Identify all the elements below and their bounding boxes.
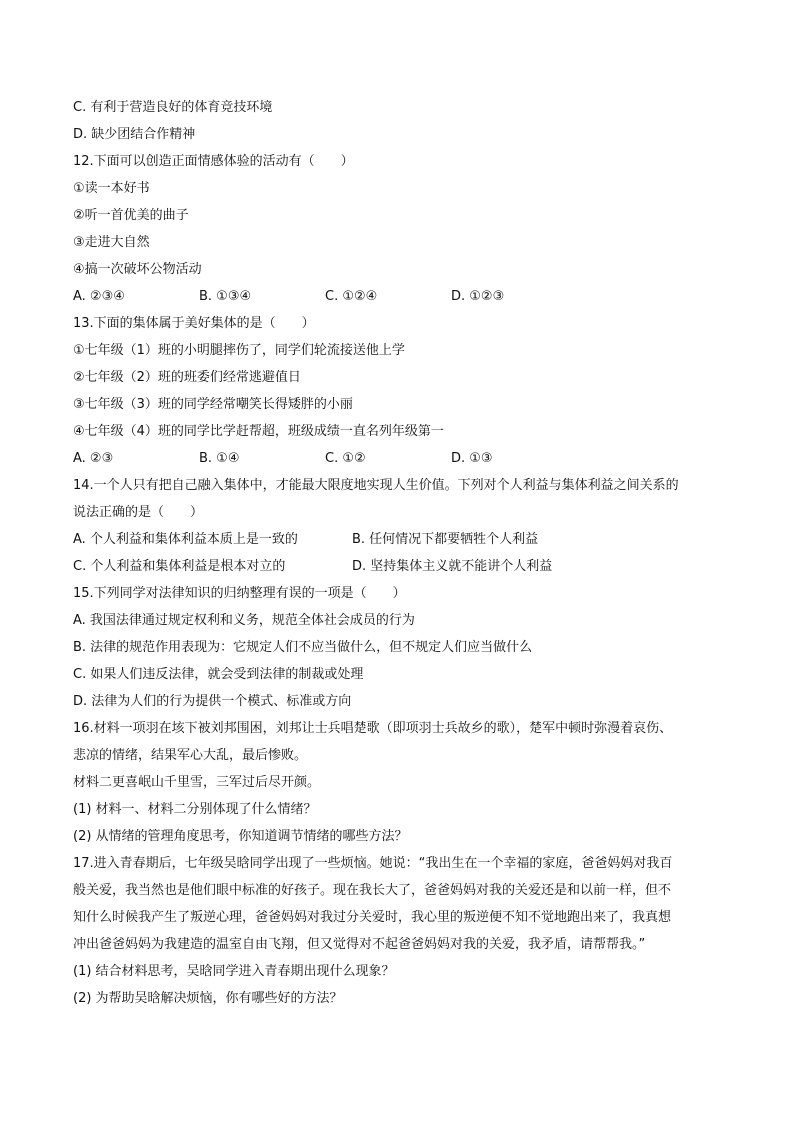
q15-stem: 15.下列同学对法律知识的归纳整理有误的一项是（ ） [73, 586, 406, 601]
q13-item-3: ③七年级（3）班的同学经常嘲笑长得矮胖的小丽 [73, 397, 353, 412]
q15-option-d: D. 法律为人们的行为提供一个模式、标准或方向 [73, 694, 352, 709]
q15-option-b: B. 法律的规范作用表现为：它规定人们不应当做什么，但不规定人们应当做什么 [73, 640, 533, 655]
q13-stem: 13.下面的集体属于美好集体的是（ ） [73, 316, 315, 331]
q14-option-d: D. 坚持集体主义就不能讲个人利益 [352, 559, 553, 574]
q13-item-2: ②七年级（2）班的班委们经常逃避值日 [73, 370, 301, 385]
q12-item-4: ④搞一次破坏公物活动 [73, 262, 202, 277]
q12-item-3: ③走进大自然 [73, 235, 150, 250]
q14-options-row-2 [73, 553, 733, 580]
q17-material-line-3: 知什么时候我产生了叛逆心理，爸爸妈妈对我过分关爱时，我心里的叛逆便不知不觉地跑出来了，我真想 [73, 910, 672, 925]
q17-subquestion-2: (2) 为帮助吴晗解决烦恼，你有哪些好的方法？ [73, 991, 343, 1006]
q16-subquestion-1: (1) 材料一、材料二分别体现了什么情绪？ [73, 802, 317, 817]
q13-option-a: A. ②③ [73, 451, 114, 466]
q13-option-c: C. ①② [325, 451, 366, 466]
q13-option-b: B. ①④ [199, 451, 240, 466]
q12-option-a: A. ②③④ [73, 289, 125, 304]
q14-stem-line-1: 14.一个人只有把自己融入集体中，才能最大限度地实现人生价值。下列对个人利益与集体利益之间关系的 [73, 478, 679, 493]
q16-material-2: 材料二更喜岷山千里雪，三军过后尽开颜。 [73, 775, 321, 790]
q16-material-1-line-2: 悲凉的情绪，结果军心大乱，最后惨败。 [73, 748, 308, 763]
q14-stem-line-2: 说法正确的是（ ） [73, 505, 204, 520]
q11-option-d: D. 缺少团结合作精神 [73, 127, 196, 142]
q15-option-c: C. 如果人们违反法律，就会受到法律的制裁或处理 [73, 667, 364, 682]
q14-options-row-1 [73, 526, 733, 553]
q12-option-b: B. ①③④ [199, 289, 252, 304]
q12-item-2: ②听一首优美的曲子 [73, 208, 189, 223]
q12-option-c: C. ①②④ [325, 289, 378, 304]
q13-item-4: ④七年级（4）班的同学比学赶帮超，班级成绩一直名列年级第一 [73, 424, 444, 439]
q16-subquestion-2: (2) 从情绪的管理角度思考，你知道调节情绪的哪些方法？ [73, 829, 408, 844]
q14-option-c: C. 个人利益和集体利益是根本对立的 [73, 559, 286, 574]
q12-item-1: ①读一本好书 [73, 181, 150, 196]
q14-option-b: B. 任何情况下都要牺牲个人利益 [352, 532, 539, 547]
q17-material-line-2: 般关爱，我当然也是他们眼中标准的好孩子。现在我长大了，爸爸妈妈对我的关爱还是和以前一样，但不 [73, 883, 672, 898]
page-content [73, 94, 733, 1012]
q12-stem: 12.下面可以创造正面情感体验的活动有（ ） [73, 154, 354, 169]
q13-item-1: ①七年级（1）班的小明腿摔伤了，同学们轮流接送他上学 [73, 343, 405, 358]
q13-option-d: D. ①③ [451, 451, 493, 466]
q16-material-1-line-1: 16.材料一项羽在垓下被刘邦围困，刘邦让士兵唱楚歌（即项羽士兵故乡的歌），楚军中顿时弥漫着哀伤、 [73, 721, 673, 736]
q13-options [73, 445, 733, 472]
q17-material-line-4: 冲出爸爸妈妈为我建造的温室自由飞翔，但又觉得对不起爸爸妈妈对我的关爱，我矛盾，请帮帮我。” [73, 937, 646, 952]
q17-subquestion-1: (1) 结合材料思考，吴晗同学进入青春期出现什么现象？ [73, 964, 395, 979]
q11-option-c: C. 有利于营造良好的体育竞技环境 [73, 100, 273, 115]
q12-options [73, 283, 733, 310]
q14-option-a: A. 个人利益和集体利益本质上是一致的 [73, 532, 298, 547]
q17-material-line-1: 17.进入青春期后，七年级吴晗同学出现了一些烦恼。她说：“我出生在一个幸福的家庭，爸爸妈妈对我百 [73, 856, 673, 871]
q12-option-d: D. ①②③ [451, 289, 505, 304]
q15-option-a: A. 我国法律通过规定权利和义务，规范全体社会成员的行为 [73, 613, 415, 628]
